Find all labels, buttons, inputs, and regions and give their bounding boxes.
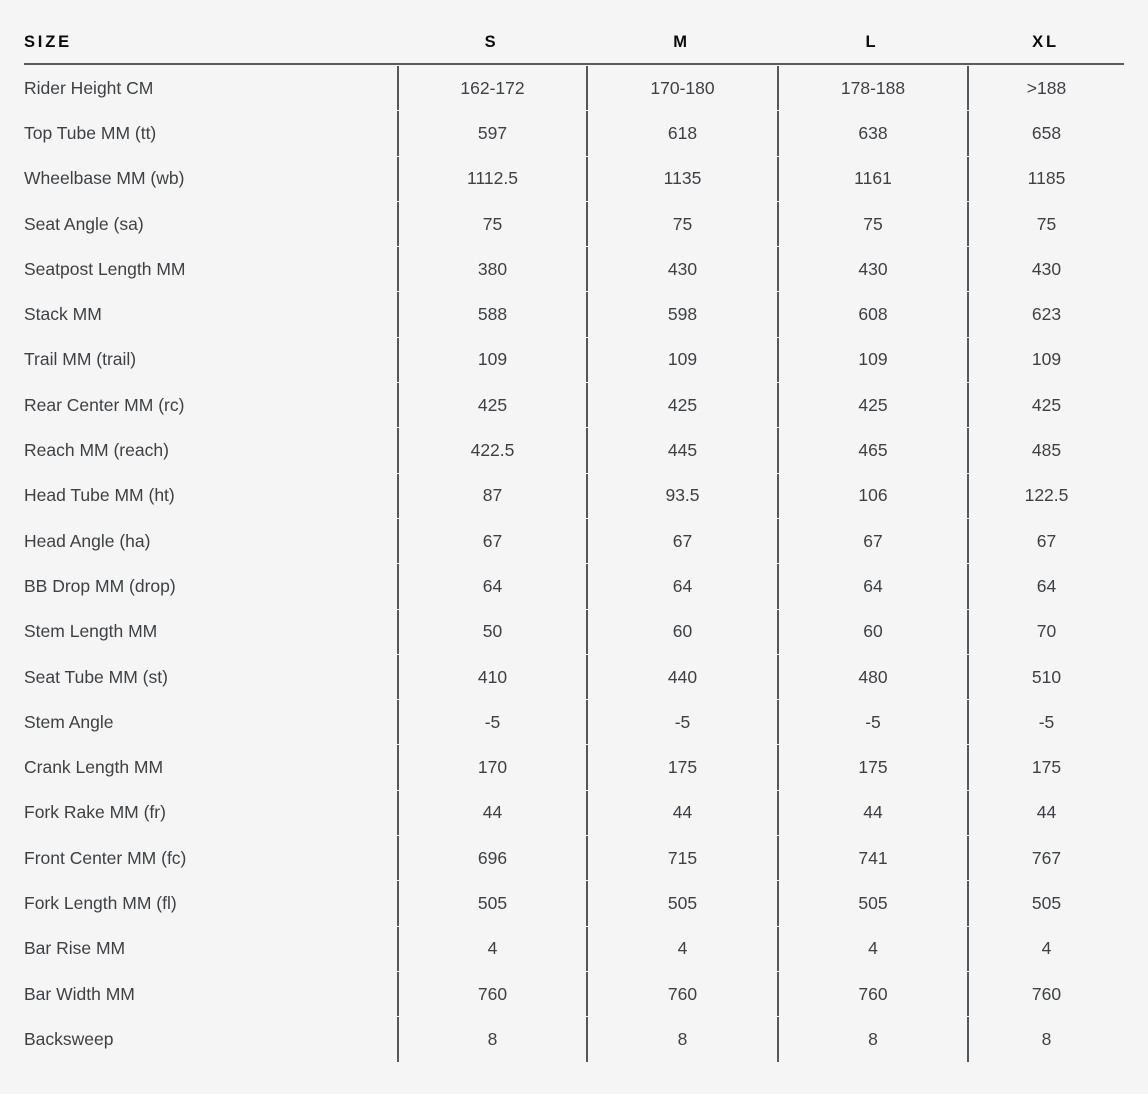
- table-row: [24, 157, 1124, 201]
- spec-label: Wheelbase MM (wb): [24, 168, 185, 189]
- spec-value: 44: [777, 791, 967, 835]
- spec-value: 8: [397, 1017, 586, 1061]
- table-row: [24, 881, 1124, 925]
- spec-value: 8: [586, 1017, 777, 1061]
- spec-value: 760: [777, 972, 967, 1016]
- spec-value: 445: [586, 428, 777, 472]
- table-row: [24, 474, 1124, 518]
- spec-value: 4: [397, 927, 586, 971]
- spec-value: 64: [967, 564, 1124, 608]
- spec-value: -5: [967, 700, 1124, 744]
- spec-value: 175: [777, 745, 967, 789]
- spec-label: Seatpost Length MM: [24, 258, 186, 279]
- spec-label: Stack MM: [24, 304, 102, 325]
- table-row: [24, 927, 1124, 971]
- table-row: [24, 247, 1124, 291]
- spec-value: 75: [967, 202, 1124, 246]
- spec-value: 60: [777, 610, 967, 654]
- spec-label: Stem Angle: [24, 711, 114, 732]
- spec-label: Rider Height CM: [24, 77, 154, 98]
- spec-value: 44: [586, 791, 777, 835]
- spec-label: Front Center MM (fc): [24, 847, 187, 868]
- spec-value: 44: [397, 791, 586, 835]
- spec-value: 67: [586, 519, 777, 563]
- spec-label: Trail MM (trail): [24, 349, 137, 370]
- size-column-header-l: L: [777, 21, 967, 65]
- spec-value: 505: [586, 881, 777, 925]
- spec-value: 598: [586, 292, 777, 336]
- spec-value: 510: [967, 655, 1124, 699]
- spec-value: 505: [967, 881, 1124, 925]
- spec-value: 75: [777, 202, 967, 246]
- table-row: [24, 111, 1124, 155]
- spec-value: 50: [397, 610, 586, 654]
- spec-value: 760: [586, 972, 777, 1016]
- spec-value: 8: [777, 1017, 967, 1061]
- spec-value: 4: [586, 927, 777, 971]
- spec-value: 67: [777, 519, 967, 563]
- spec-label: Rear Center MM (rc): [24, 394, 185, 415]
- spec-value: 588: [397, 292, 586, 336]
- spec-value: 425: [397, 383, 586, 427]
- table-row: [24, 836, 1124, 880]
- size-header-label: SIZE: [24, 21, 397, 65]
- table-row: [24, 610, 1124, 654]
- spec-value: 715: [586, 836, 777, 880]
- spec-label: Crank Length MM: [24, 757, 164, 778]
- spec-label: Seat Angle (sa): [24, 213, 144, 234]
- table-row: [24, 972, 1124, 1016]
- spec-value: 175: [586, 745, 777, 789]
- spec-value: 60: [586, 610, 777, 654]
- spec-value: 178-188: [777, 66, 967, 110]
- spec-value: 1185: [967, 157, 1124, 201]
- table-row: [24, 791, 1124, 835]
- spec-value: 760: [397, 972, 586, 1016]
- spec-value: 109: [967, 338, 1124, 382]
- spec-value: 64: [586, 564, 777, 608]
- table-row: [24, 338, 1124, 382]
- spec-value: 8: [967, 1017, 1124, 1061]
- spec-value: 106: [777, 474, 967, 518]
- spec-value: -5: [586, 700, 777, 744]
- spec-value: 425: [586, 383, 777, 427]
- spec-value: 67: [397, 519, 586, 563]
- spec-value: 75: [586, 202, 777, 246]
- table-row: [24, 202, 1124, 246]
- spec-value: 505: [397, 881, 586, 925]
- table-row: [24, 564, 1124, 608]
- spec-value: >188: [967, 66, 1124, 110]
- spec-value: 425: [967, 383, 1124, 427]
- spec-value: 380: [397, 247, 586, 291]
- spec-label: Head Tube MM (ht): [24, 485, 175, 506]
- spec-value: 87: [397, 474, 586, 518]
- spec-value: 1161: [777, 157, 967, 201]
- size-column-header-xl: XL: [967, 21, 1124, 65]
- spec-label: Stem Length MM: [24, 621, 158, 642]
- spec-value: 93.5: [586, 474, 777, 518]
- table-row: [24, 1017, 1124, 1061]
- spec-value: 696: [397, 836, 586, 880]
- spec-value: 162-172: [397, 66, 586, 110]
- spec-value: 480: [777, 655, 967, 699]
- spec-value: 430: [967, 247, 1124, 291]
- spec-value: 122.5: [967, 474, 1124, 518]
- spec-value: 4: [777, 927, 967, 971]
- spec-label: Top Tube MM (tt): [24, 122, 157, 143]
- geometry-size-table: [24, 20, 1124, 1063]
- spec-value: 440: [586, 655, 777, 699]
- table-row: [24, 745, 1124, 789]
- table-row: [24, 383, 1124, 427]
- spec-value: 170-180: [586, 66, 777, 110]
- spec-label: BB Drop MM (drop): [24, 575, 176, 596]
- spec-value: 109: [586, 338, 777, 382]
- spec-value: 170: [397, 745, 586, 789]
- spec-value: 623: [967, 292, 1124, 336]
- spec-value: 760: [967, 972, 1124, 1016]
- spec-value: 608: [777, 292, 967, 336]
- spec-value: 430: [586, 247, 777, 291]
- spec-value: 465: [777, 428, 967, 472]
- spec-value: 4: [967, 927, 1124, 971]
- spec-label: Head Angle (ha): [24, 530, 151, 551]
- spec-value: 658: [967, 111, 1124, 155]
- spec-value: 64: [397, 564, 586, 608]
- size-column-header-m: M: [586, 21, 777, 65]
- spec-label: Seat Tube MM (st): [24, 666, 168, 687]
- table-row: [24, 428, 1124, 472]
- spec-value: 109: [777, 338, 967, 382]
- spec-value: 1135: [586, 157, 777, 201]
- spec-value: 485: [967, 428, 1124, 472]
- header-row: [24, 21, 1124, 65]
- spec-label: Backsweep: [24, 1028, 114, 1049]
- spec-label: Reach MM (reach): [24, 440, 169, 461]
- spec-value: 425: [777, 383, 967, 427]
- spec-value: 70: [967, 610, 1124, 654]
- spec-value: 618: [586, 111, 777, 155]
- spec-value: -5: [777, 700, 967, 744]
- spec-value: 44: [967, 791, 1124, 835]
- table-row: [24, 292, 1124, 336]
- spec-value: -5: [397, 700, 586, 744]
- spec-value: 422.5: [397, 428, 586, 472]
- spec-label: Bar Rise MM: [24, 938, 126, 959]
- spec-value: 109: [397, 338, 586, 382]
- spec-label: Bar Width MM: [24, 983, 135, 1004]
- spec-value: 767: [967, 836, 1124, 880]
- spec-value: 175: [967, 745, 1124, 789]
- spec-label: Fork Rake MM (fr): [24, 802, 166, 823]
- spec-value: 1112.5: [397, 157, 586, 201]
- spec-value: 64: [777, 564, 967, 608]
- spec-value: 410: [397, 655, 586, 699]
- table-row: [24, 700, 1124, 744]
- spec-value: 430: [777, 247, 967, 291]
- spec-value: 75: [397, 202, 586, 246]
- table-row: [24, 655, 1124, 699]
- spec-value: 505: [777, 881, 967, 925]
- spec-value: 741: [777, 836, 967, 880]
- table-row: [24, 66, 1124, 110]
- spec-value: 638: [777, 111, 967, 155]
- table-row: [24, 519, 1124, 563]
- size-column-header-s: S: [397, 21, 586, 65]
- spec-label: Fork Length MM (fl): [24, 892, 177, 913]
- spec-value: 67: [967, 519, 1124, 563]
- spec-value: 597: [397, 111, 586, 155]
